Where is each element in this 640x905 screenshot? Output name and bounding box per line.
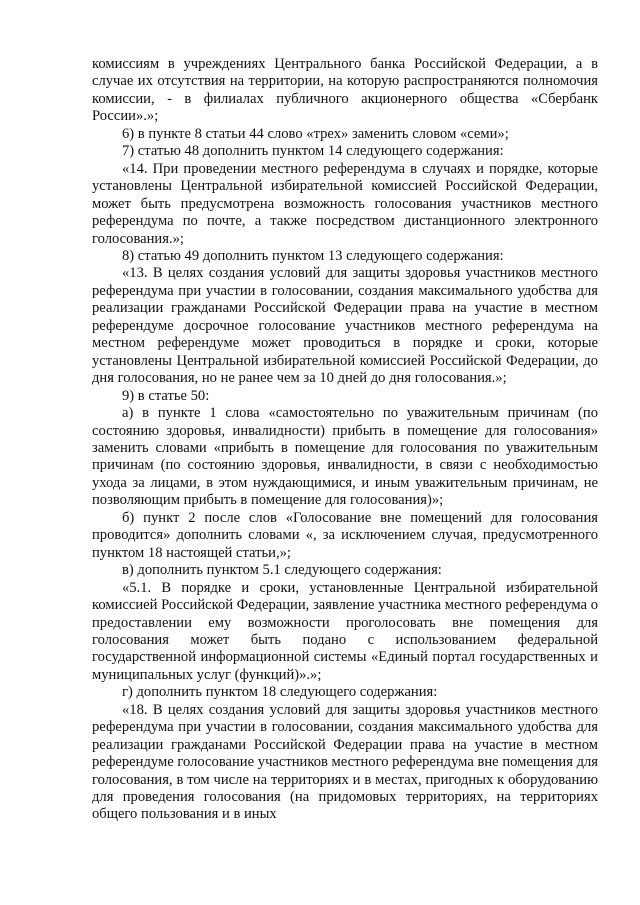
paragraph: 8) статью 49 дополнить пунктом 13 следующего содержания: bbox=[122, 247, 504, 264]
paragraph: г) дополнить пунктом 18 следующего содержания: bbox=[122, 684, 438, 701]
paragraph: б) пункт 2 после слов «Голосование вне помещений для голосования проводится» дополнить словами «, за исключением случая, предусмотренного пунктом 18 настоящей статьи,»; bbox=[92, 509, 598, 561]
paragraph: комиссиям в учреждениях Центрального банка Российской Федерации, а в случае их отсутствия на территории, на которую распространяются полномочия комиссии, - в филиалах публичного акционерного общества «Сбербанк России».»; bbox=[92, 56, 598, 125]
paragraph: «5.1. В порядке и сроки, установленные Центральной избирательной комиссией Российской Федерации, заявление участника местного референдума о предоставлении ему возможности проголосовать вне помещения для голосования может быть подано с использованием федеральной государственной информационной системы «Единый портал государственных и муниципальных услуг (функций)».»; bbox=[92, 579, 598, 683]
paragraph: «18. В целях создания условий для защиты здоровья участников местного референдума при участии в голосовании, создания максимального удобства для реализации гражданами Российской Федерации права на участие в местном референдуме голосование участников местного референдума вне помещения для голосования, в том числе на территориях и в местах, пригодных к оборудованию для проведения голосования (на придомовых территориях, на территориях общего пользования и в иных bbox=[92, 701, 598, 823]
paragraph: 6) в пункте 8 статьи 44 слово «трех» заменить словом «семи»; bbox=[122, 125, 509, 142]
paragraph: 7) статью 48 дополнить пунктом 14 следующего содержания: bbox=[122, 143, 504, 160]
document-page bbox=[92, 56, 598, 824]
paragraph: «14. При проведении местного референдума в случаях и порядке, которые установлены Центральной избирательной комиссией Российской Федерации, может быть предусмотрена возможность голосования участников местного референдума по почте, а также посредством дистанционного электронного голосования.»; bbox=[92, 160, 598, 247]
paragraph: «13. В целях создания условий для защиты здоровья участников местного референдума при участии в голосовании, создания максимального удобства для реализации гражданами Российской Федерации права на участие в местном референдуме досрочное голосование участников местного референдума на местном референдуме может проводиться в порядке и сроки, которые установлены Центральной избирательной комиссией Российской Федерации, до дня голосования, но не ранее чем за 10 дней до дня голосования.»; bbox=[92, 265, 598, 387]
paragraph: 9) в статье 50: bbox=[122, 387, 210, 404]
paragraph: а) в пункте 1 слова «самостоятельно по уважительным причинам (по состоянию здоровья, инвалидности) прибыть в помещение для голосования» заменить словами «прибыть в помещение для голосования по уважительным причинам (по состоянию здоровья, инвалидности, в связи с необходимостью ухода за лицами, в этом нуждающимися, и иным уважительным причинам, не позволяющим прибыть в помещение для голосования)»; bbox=[92, 405, 598, 509]
paragraph: в) дополнить пунктом 5.1 следующего содержания: bbox=[122, 562, 442, 579]
